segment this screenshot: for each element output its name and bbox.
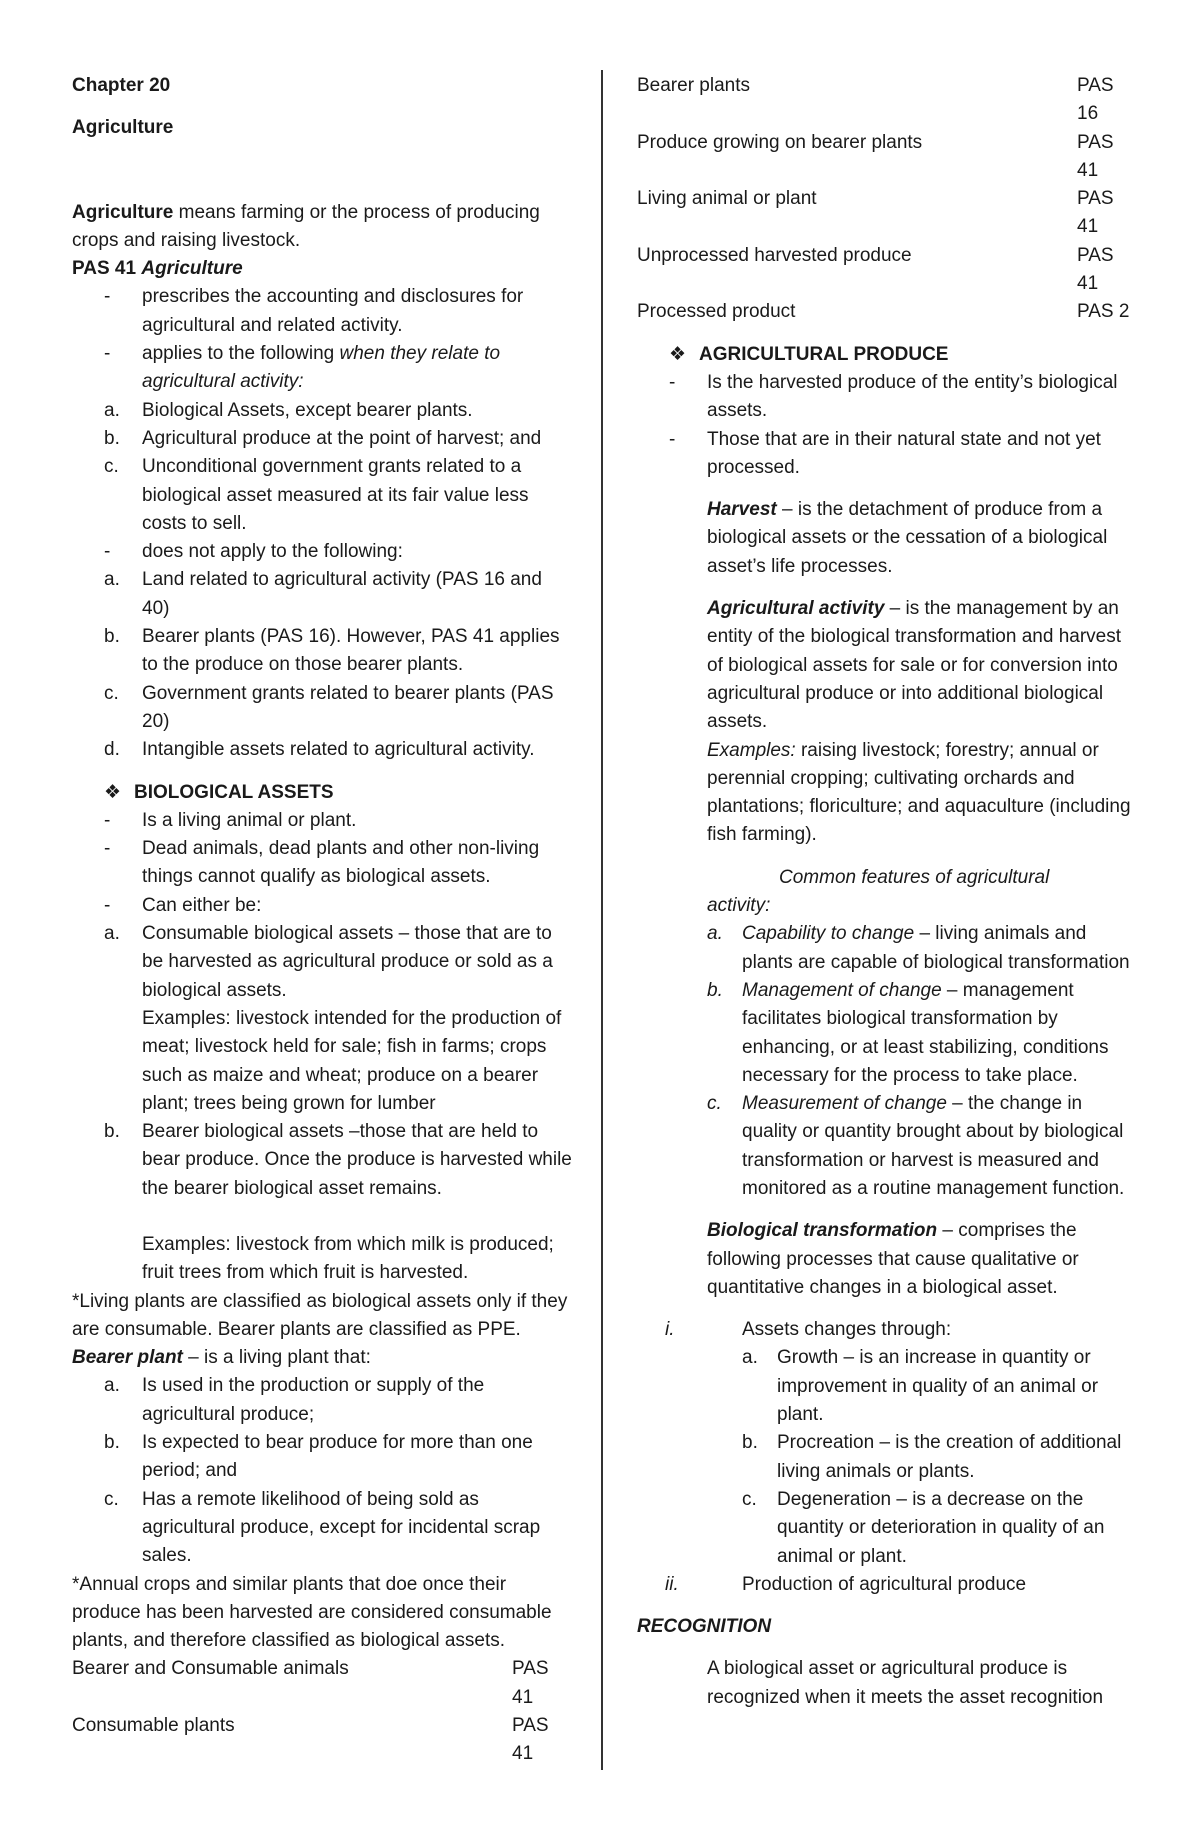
- list-item: a. Land related to agricultural activity (PAS 16 and 40): [104, 569, 542, 619]
- examples-paragraph: Examples: livestock from which milk is produced; fruit trees from which fruit is harvested.: [142, 1233, 554, 1284]
- biological-transformation-definition: Biological transformation – comprises the following processes that cause qualitative or quantitative changes in a biological asset.: [707, 1220, 1079, 1298]
- list-item: - Can either be:: [104, 894, 262, 916]
- list-item: - prescribes the accounting and disclosures for agricultural and related activity.: [104, 286, 524, 336]
- intro-paragraph: Agriculture means farming or the process of producing crops and raising livestock.: [72, 201, 540, 251]
- list-item: - Is the harvested produce of the entity’s biological assets.: [669, 371, 1118, 422]
- chapter-title: Agriculture: [72, 117, 174, 139]
- list-item: - Those that are in their natural state and not yet processed.: [669, 428, 1101, 478]
- right-column: [637, 72, 1137, 1712]
- list-item: c. Degeneration – is a decrease on the quantity or deterioration in quality of an animal or plant.: [742, 1488, 1105, 1567]
- agricultural-produce-heading: ❖ AGRICULTURAL PRODUCE: [637, 341, 1137, 369]
- list-item: b. Management of change – management facilitates biological transformation by enhancing, or at least stabilizing, conditions necessary for the process to take place.: [707, 979, 1109, 1086]
- table-row: Processed product PAS 2: [637, 301, 1130, 323]
- list-item: b. Agricultural produce at the point of harvest; and: [104, 427, 542, 449]
- list-item: c. Has a remote likelihood of being sold as agricultural produce, except for incidental scrap sales.: [104, 1488, 541, 1567]
- pas41-heading: PAS 41 Agriculture: [72, 258, 243, 280]
- list-item: i. Assets changes through:: [665, 1319, 952, 1341]
- biological-assets-heading: ❖ BIOLOGICAL ASSETS: [72, 779, 572, 807]
- list-item: - Is a living animal or plant.: [104, 809, 357, 831]
- intro-term: Agriculture: [72, 201, 174, 223]
- table-row: Consumable plants PAS 41: [72, 1715, 549, 1765]
- activity-examples: Examples: raising livestock; forestry; annual or perennial cropping; cultivating orchards and plantations; floriculture; and aquaculture (including fish farming).: [707, 739, 1131, 846]
- agricultural-activity-definition: Agricultural activity – is the management by an entity of the biological transformation and harvest of biological assets for sale or for conversion into agricultural produce or into additional biological assets.: [707, 598, 1122, 733]
- table-row: Bearer plants PAS 16: [637, 75, 1114, 125]
- common-features-heading: Common features of agricultural: [779, 866, 1050, 888]
- examples-paragraph: Examples: livestock intended for the production of meat; livestock held for sale; fish in farms; crops such as maize and wheat; produce on a bearer plant; trees being grown for lumber: [142, 1007, 562, 1114]
- diamond-bullet-icon: ❖: [104, 781, 122, 803]
- note-paragraph: *Annual crops and similar plants that doe once their produce has been harvested are considered consumable plants, and therefore classified as biological assets.: [72, 1573, 552, 1652]
- list-item: a. Growth – is an increase in quantity or improvement in quality of an animal or plant.: [742, 1347, 1099, 1426]
- list-item: d. Intangible assets related to agricultural activity.: [104, 739, 535, 761]
- list-item: a. Consumable biological assets – those that are to be harvested as agricultural produce or sold as a biological assets.: [104, 923, 553, 1001]
- column-divider: [601, 70, 603, 1770]
- table-row: Produce growing on bearer plants PAS 41: [637, 131, 1114, 181]
- list-item: ii. Production of agricultural produce: [665, 1573, 1027, 1595]
- left-column: [72, 72, 572, 1769]
- list-item: a. Is used in the production or supply of the agricultural produce;: [104, 1375, 485, 1425]
- list-item: a. Biological Assets, except bearer plants.: [104, 399, 473, 421]
- chapter-label: Chapter 20: [72, 75, 171, 96]
- list-item: a. Capability to change – living animals and plants are capable of biological transformation: [707, 923, 1130, 973]
- list-item: b. Bearer plants (PAS 16). However, PAS 41 applies to the produce on those bearer plants.: [104, 626, 560, 676]
- recognition-heading: RECOGNITION: [637, 1616, 772, 1638]
- common-features-heading-cont: activity:: [707, 895, 771, 917]
- note-paragraph: *Living plants are classified as biological assets only if they are consumable. Bearer plants are classified as PPE.: [72, 1290, 568, 1340]
- list-item: b. Procreation – is the creation of additional living animals or plants.: [742, 1432, 1122, 1482]
- harvest-definition: Harvest – is the detachment of produce from a biological assets or the cessation of a biological asset’s life processes.: [707, 499, 1108, 577]
- list-item: - does not apply to the following:: [104, 541, 403, 563]
- table-row: Bearer and Consumable animals PAS 41: [72, 1658, 549, 1708]
- list-item: - applies to the following when they relate to agricultural activity:: [104, 343, 501, 393]
- list-item: c. Government grants related to bearer plants (PAS 20): [104, 682, 554, 732]
- recognition-paragraph: A biological asset or agricultural produce is recognized when it meets the asset recognition: [707, 1658, 1104, 1708]
- list-item: b. Is expected to bear produce for more than one period; and: [104, 1432, 533, 1482]
- list-item: - Dead animals, dead plants and other non-living things cannot qualify as biological assets.: [104, 838, 540, 888]
- table-row: Living animal or plant PAS 41: [637, 188, 1114, 238]
- diamond-bullet-icon: ❖: [669, 343, 687, 365]
- list-item: c. Measurement of change – the change in quality or quantity brought about by biological transformation or harvest is measured and monitored as a routine management function.: [707, 1093, 1125, 1199]
- bearer-plant-definition: Bearer plant – is a living plant that:: [72, 1347, 371, 1369]
- list-item: b. Bearer biological assets –those that are held to bear produce. Once the produce is harvested while the bearer biological asset remains.: [104, 1121, 572, 1199]
- list-item: c. Unconditional government grants related to a biological asset measured at its fair value less costs to sell.: [104, 456, 529, 534]
- table-row: Unprocessed harvested produce PAS 41: [637, 244, 1114, 295]
